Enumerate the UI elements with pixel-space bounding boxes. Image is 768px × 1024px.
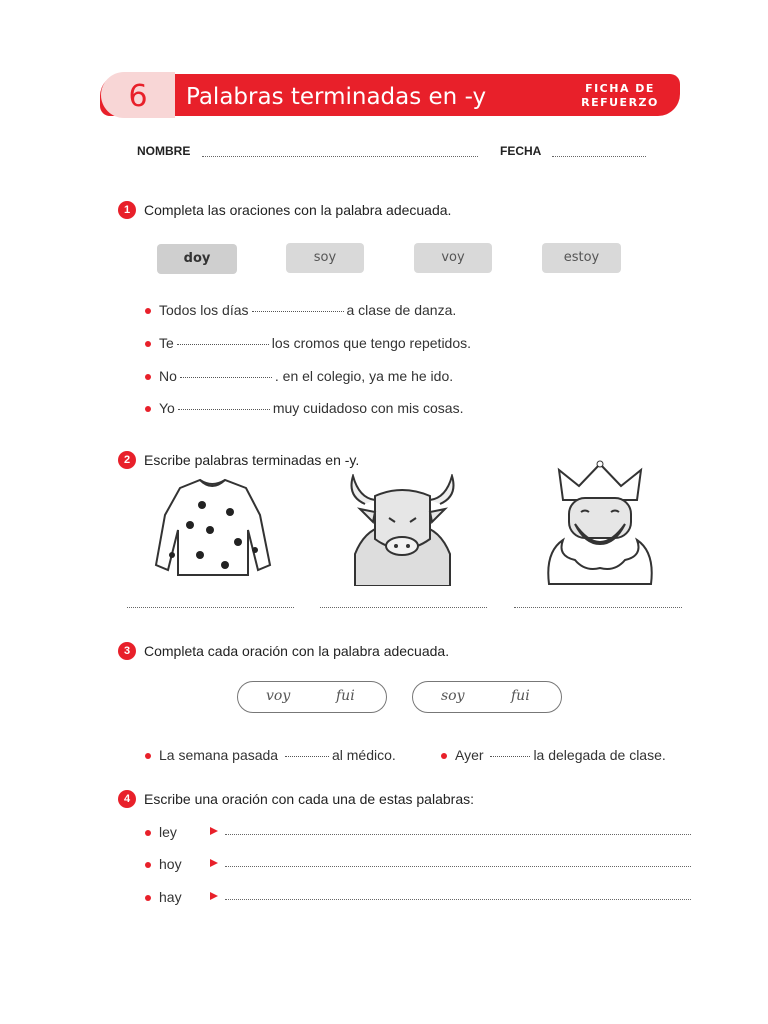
exercise-3-instruction: Completa cada oración con la palabra adecuada. (144, 643, 450, 659)
word-pill-2 (412, 681, 562, 713)
exercise-2-instruction: Escribe palabras terminadas en -y. (144, 452, 360, 468)
ex4-word-2: hoy (159, 856, 182, 872)
date-field[interactable] (552, 156, 646, 157)
pill-word: soy (441, 688, 465, 704)
ex1-sentence-4 (159, 400, 463, 416)
pill-word: fui (511, 688, 530, 704)
ex3-sentence-2 (455, 747, 666, 763)
arrow-right-icon (210, 892, 218, 900)
sentence-text: a clase de danza. (346, 302, 457, 318)
bullet (145, 406, 151, 412)
word-chip-estoy: estoy (542, 243, 621, 273)
bullet (145, 895, 151, 901)
sentence-text: al médico. (331, 747, 396, 763)
answer-blank[interactable] (177, 344, 269, 345)
ex4-word-3: hay (159, 889, 182, 905)
king-image (545, 460, 655, 586)
sentence-text: la delegada de clase. (533, 747, 666, 763)
unit-number: 6 (128, 79, 148, 114)
sentence-text: La semana pasada (159, 747, 279, 763)
word-pill-1 (237, 681, 387, 713)
answer-blank[interactable] (178, 409, 270, 410)
name-label: NOMBRE (137, 144, 191, 158)
bullet (441, 753, 447, 759)
bullet (145, 308, 151, 314)
answer-blank[interactable] (285, 756, 329, 757)
sentence-text: Todos los días (159, 302, 249, 318)
sentence-line-ley[interactable] (225, 834, 691, 835)
ex1-sentence-3 (159, 368, 453, 384)
bullet (145, 753, 151, 759)
exercise-4-instruction: Escribe una oración con cada una de estas palabras: (144, 791, 474, 807)
answer-line-sweater[interactable] (127, 607, 294, 608)
name-field[interactable] (202, 156, 478, 157)
sentence-line-hoy[interactable] (225, 866, 691, 867)
ex1-sentence-2 (159, 335, 471, 351)
word-chip-soy: soy (286, 243, 364, 273)
ex3-sentence-1 (159, 747, 396, 763)
arrow-right-icon (210, 827, 218, 835)
exercise-1-instruction: Completa las oraciones con la palabra adecuada. (144, 202, 452, 218)
bullet (145, 341, 151, 347)
bullet (145, 374, 151, 380)
sweater-image (150, 470, 275, 585)
sentence-text: los cromos que tengo repetidos. (271, 335, 472, 351)
sentence-text: Ayer (455, 747, 484, 763)
answer-line-king[interactable] (514, 607, 682, 608)
date-label: FECHA (500, 144, 542, 158)
worksheet-tag-line1: FICHA DE (585, 82, 655, 95)
worksheet-tag (570, 82, 670, 110)
word-chip-doy: doy (157, 244, 237, 274)
sentence-text: Yo (159, 400, 175, 416)
ox-image (345, 474, 460, 586)
bullet (145, 830, 151, 836)
sentence-text: . en el colegio, ya me he ido. (274, 368, 454, 384)
exercise-number-1: 1 (118, 201, 136, 219)
bullet (145, 862, 151, 868)
page-title: Palabras terminadas en -y (186, 84, 487, 110)
ex4-word-1: ley (159, 824, 177, 840)
sentence-line-hay[interactable] (225, 899, 691, 900)
pill-word: voy (266, 688, 291, 704)
sentence-text: Te (159, 335, 174, 351)
word-chip-voy: voy (414, 243, 492, 273)
sentence-text: muy cuidadoso con mis cosas. (272, 400, 464, 416)
exercise-number-2: 2 (118, 451, 136, 469)
exercise-number-3: 3 (118, 642, 136, 660)
arrow-right-icon (210, 859, 218, 867)
answer-blank[interactable] (180, 377, 272, 378)
ex1-sentence-1 (159, 302, 456, 318)
worksheet-tag-line2: REFUERZO (581, 96, 659, 109)
answer-blank[interactable] (490, 756, 530, 757)
sentence-text: No (159, 368, 177, 384)
pill-word: fui (336, 688, 355, 704)
exercise-number-4: 4 (118, 790, 136, 808)
answer-blank[interactable] (252, 311, 344, 312)
answer-line-ox[interactable] (320, 607, 487, 608)
